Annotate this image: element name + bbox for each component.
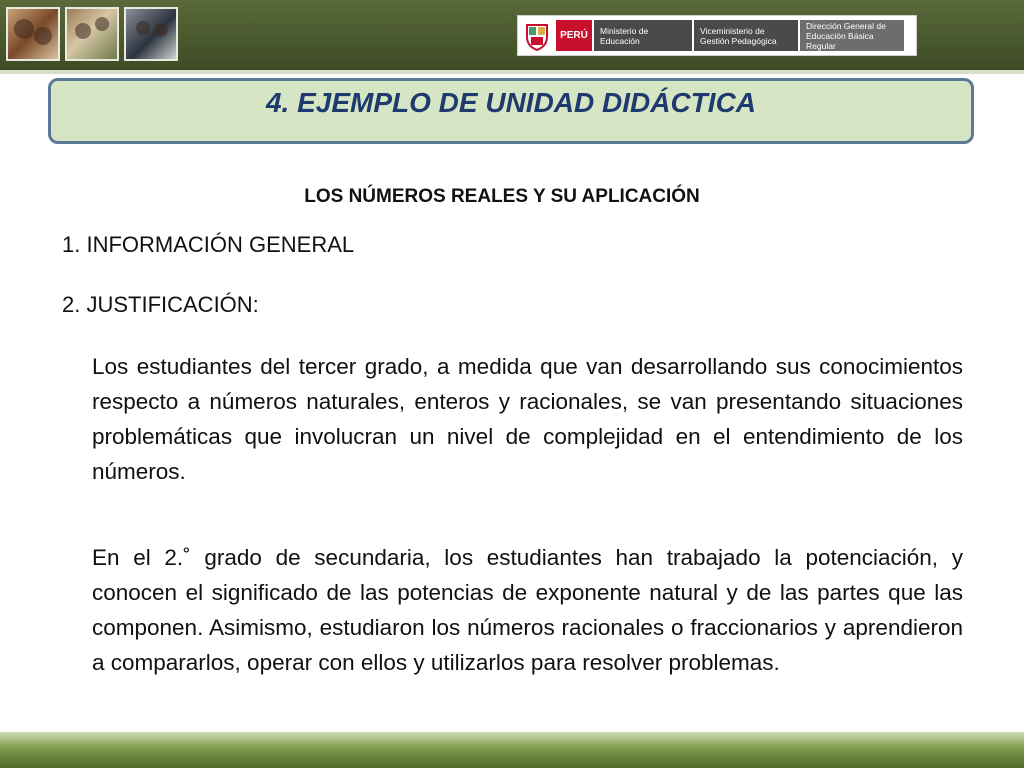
header-photos <box>6 7 178 61</box>
section-heading-general-info: 1. INFORMACIÓN GENERAL <box>62 232 355 257</box>
title-box <box>48 78 974 144</box>
justification-paragraph-2: En el 2.˚ grado de secundaria, los estudiantes han trabajado la potenciación, y conocen el significado de las potencias de exponente natural y de las partes que las componen. Asimismo, estudiaron los números racionales o fraccionarios y aprendieron a compararlos, operar con ellos y utilizarlos para resolver problemas. <box>92 545 963 675</box>
viceministry-label: Viceministerio de Gestión Pedagógica <box>694 20 798 51</box>
students-photo-1 <box>6 7 60 61</box>
header-divider <box>0 70 1024 74</box>
section-heading-justification: 2. JUSTIFICACIÓN: <box>62 292 259 317</box>
students-photo-3 <box>124 7 178 61</box>
direction-label: Dirección General de Educación Básica Regular <box>800 20 904 51</box>
peru-label: PERÚ <box>556 20 592 51</box>
students-photo-2 <box>65 7 119 61</box>
justification-paragraph-1: Los estudiantes del tercer grado, a medida que van desarrollando sus conocimientos respecto a números naturales, enteros y racionales, se van presentando situaciones problemáticas que involucran un nivel de complejidad en el entendimiento de los números. <box>92 354 963 484</box>
footer-bar <box>0 732 1024 768</box>
ministry-logo-strip <box>517 15 917 56</box>
coat-of-arms-icon <box>518 16 556 55</box>
header-banner <box>0 0 1024 70</box>
slide-subtitle: LOS NÚMEROS REALES Y SU APLICACIÓN <box>304 186 700 207</box>
slide-title: 4. EJEMPLO DE UNIDAD DIDÁCTICA <box>265 87 757 118</box>
ministry-label: Ministerio de Educación <box>594 20 692 51</box>
